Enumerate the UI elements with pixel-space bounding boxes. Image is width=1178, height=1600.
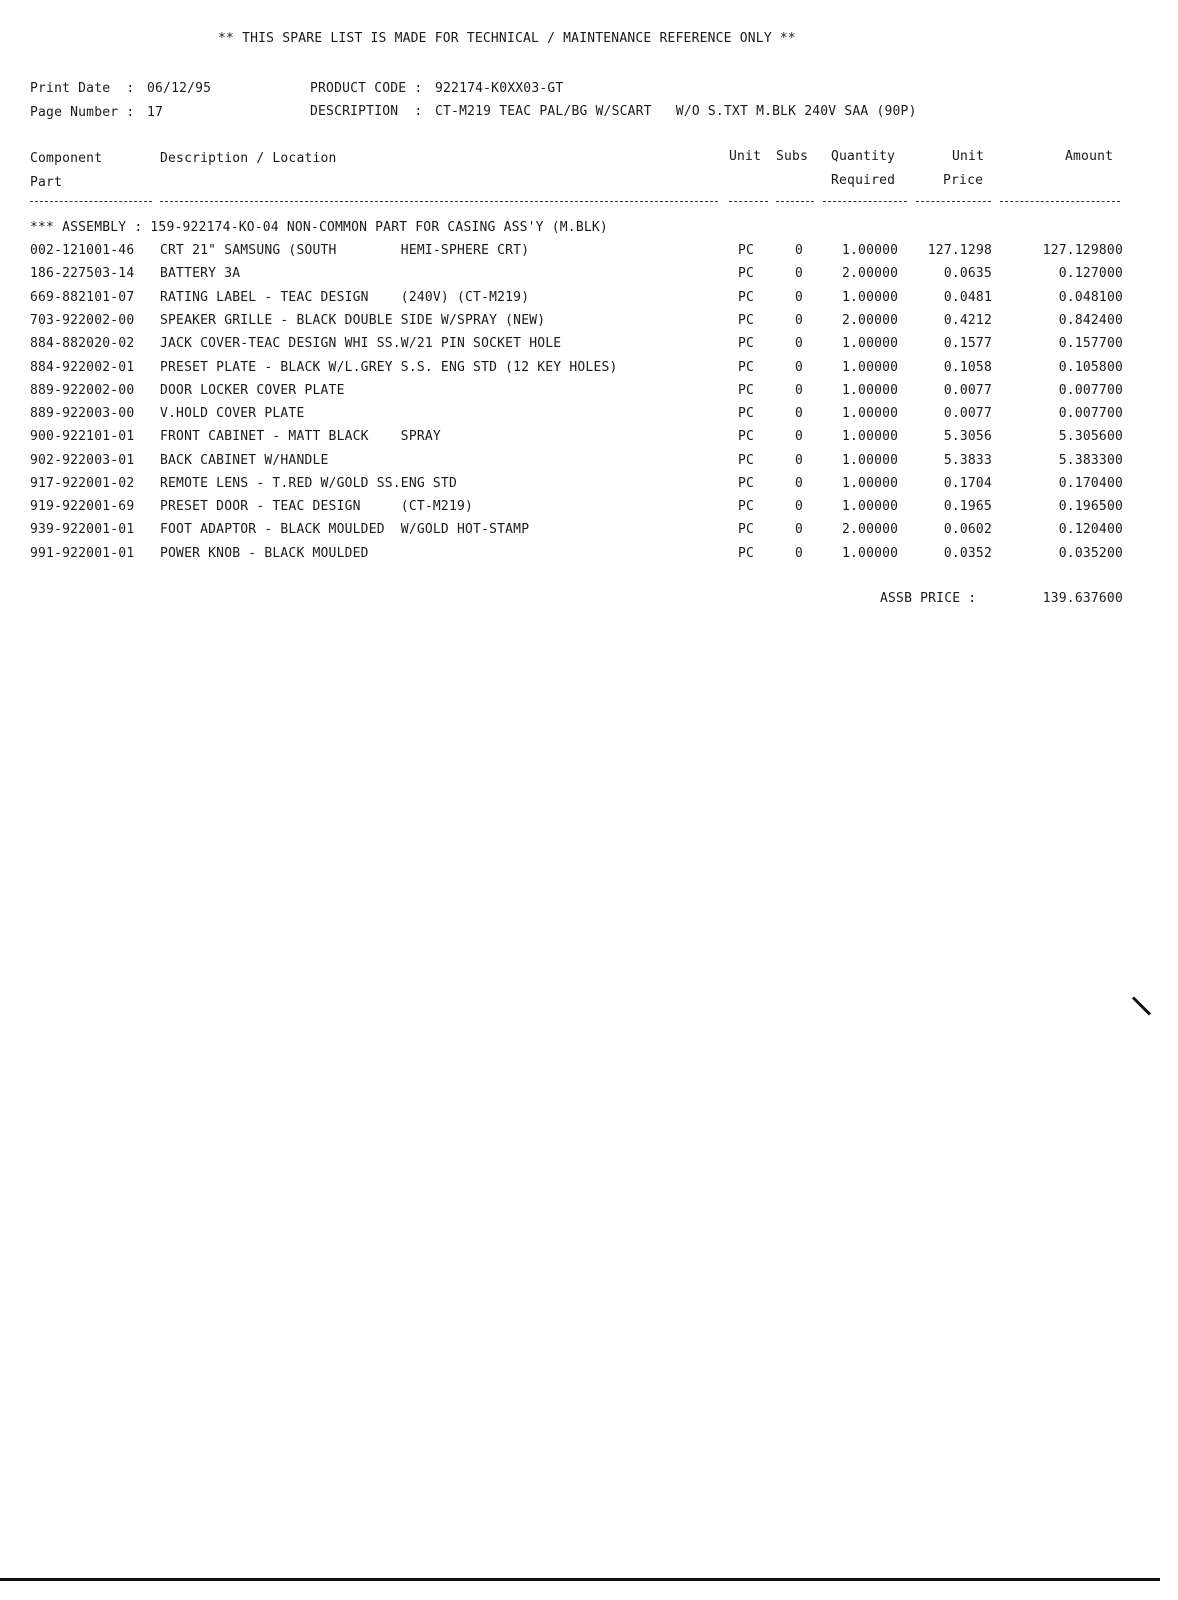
part-unit: PC bbox=[738, 383, 755, 398]
column-header-subs: Subs bbox=[776, 149, 809, 164]
part-unit: PC bbox=[738, 546, 755, 561]
part-description: V.HOLD COVER PLATE bbox=[160, 406, 305, 421]
part-amount: 0.007700 bbox=[1058, 406, 1123, 421]
part-unit: PC bbox=[738, 499, 755, 514]
part-description: JACK COVER-TEAC DESIGN WHI SS.W/21 PIN SOCKET HOLE bbox=[160, 336, 562, 351]
page-number-value: 17 bbox=[147, 105, 164, 120]
part-subs: 0 bbox=[795, 429, 804, 444]
part-unit-price: 0.1965 bbox=[943, 499, 992, 514]
part-unit: PC bbox=[738, 290, 755, 305]
header-rule-amount bbox=[1000, 201, 1120, 202]
part-description: SPEAKER GRILLE - BLACK DOUBLE SIDE W/SPRAY (NEW) bbox=[160, 313, 546, 328]
part-amount: 0.170400 bbox=[1058, 476, 1123, 491]
part-number: 002-121001-46 bbox=[30, 243, 135, 258]
part-unit: PC bbox=[738, 360, 755, 375]
part-subs: 0 bbox=[795, 546, 804, 561]
part-subs: 0 bbox=[795, 476, 804, 491]
table-row bbox=[0, 383, 1178, 406]
part-quantity: 1.00000 bbox=[842, 383, 899, 398]
column-header-part: Part bbox=[30, 175, 63, 190]
part-quantity: 2.00000 bbox=[842, 313, 899, 328]
column-header-required: Required bbox=[831, 173, 896, 188]
assembly-price-label: ASSB PRICE : bbox=[880, 591, 977, 606]
part-description: PRESET PLATE - BLACK W/L.GREY S.S. ENG STD (12 KEY HOLES) bbox=[160, 360, 618, 375]
part-quantity: 1.00000 bbox=[842, 290, 899, 305]
table-row bbox=[0, 336, 1178, 359]
part-number: 889-922003-00 bbox=[30, 406, 135, 421]
part-unit: PC bbox=[738, 476, 755, 491]
part-number: 917-922001-02 bbox=[30, 476, 135, 491]
part-amount: 0.127000 bbox=[1058, 266, 1123, 281]
part-number: 991-922001-01 bbox=[30, 546, 135, 561]
part-unit-price: 0.0481 bbox=[943, 290, 992, 305]
part-subs: 0 bbox=[795, 313, 804, 328]
part-unit-price: 127.1298 bbox=[927, 243, 992, 258]
part-quantity: 1.00000 bbox=[842, 406, 899, 421]
header-rule-description bbox=[160, 201, 718, 202]
part-unit: PC bbox=[738, 243, 755, 258]
part-quantity: 1.00000 bbox=[842, 546, 899, 561]
part-subs: 0 bbox=[795, 499, 804, 514]
column-header-price: Price bbox=[943, 173, 984, 188]
table-row bbox=[0, 266, 1178, 289]
part-unit-price: 0.0602 bbox=[943, 522, 992, 537]
part-unit: PC bbox=[738, 313, 755, 328]
header-rule-part bbox=[30, 201, 152, 202]
column-header-description: Description / Location bbox=[160, 151, 337, 166]
page-number-label: Page Number : bbox=[30, 105, 135, 120]
part-description: FOOT ADAPTOR - BLACK MOULDED W/GOLD HOT-STAMP bbox=[160, 522, 530, 537]
product-code-value: 922174-K0XX03-GT bbox=[435, 81, 564, 96]
print-date-value: 06/12/95 bbox=[147, 81, 212, 96]
part-unit: PC bbox=[738, 453, 755, 468]
table-row bbox=[0, 360, 1178, 383]
column-header-component: Component bbox=[30, 151, 103, 166]
part-quantity: 1.00000 bbox=[842, 499, 899, 514]
part-amount: 0.120400 bbox=[1058, 522, 1123, 537]
part-number: 939-922001-01 bbox=[30, 522, 135, 537]
part-subs: 0 bbox=[795, 453, 804, 468]
part-unit-price: 0.0077 bbox=[943, 383, 992, 398]
part-amount: 5.305600 bbox=[1058, 429, 1123, 444]
part-description: BACK CABINET W/HANDLE bbox=[160, 453, 329, 468]
part-subs: 0 bbox=[795, 522, 804, 537]
part-description: RATING LABEL - TEAC DESIGN (240V) (CT-M219) bbox=[160, 290, 530, 305]
part-subs: 0 bbox=[795, 336, 804, 351]
part-number: 919-922001-69 bbox=[30, 499, 135, 514]
part-description: PRESET DOOR - TEAC DESIGN (CT-M219) bbox=[160, 499, 474, 514]
part-unit: PC bbox=[738, 429, 755, 444]
part-quantity: 2.00000 bbox=[842, 266, 899, 281]
part-number: 884-922002-01 bbox=[30, 360, 135, 375]
part-unit-price: 5.3833 bbox=[943, 453, 992, 468]
part-description: BATTERY 3A bbox=[160, 266, 241, 281]
part-description: POWER KNOB - BLACK MOULDED bbox=[160, 546, 369, 561]
column-header-amount: Amount bbox=[1065, 149, 1114, 164]
part-unit: PC bbox=[738, 406, 755, 421]
page-bottom-rule bbox=[0, 1578, 1160, 1581]
part-unit-price: 0.1704 bbox=[943, 476, 992, 491]
part-description: REMOTE LENS - T.RED W/GOLD SS.ENG STD bbox=[160, 476, 457, 491]
table-row bbox=[0, 429, 1178, 452]
part-quantity: 1.00000 bbox=[842, 360, 899, 375]
scan-mark bbox=[1132, 996, 1151, 1015]
description-value: CT-M219 TEAC PAL/BG W/SCART W/O S.TXT M.BLK 240V SAA (90P) bbox=[435, 104, 917, 119]
part-unit-price: 5.3056 bbox=[943, 429, 992, 444]
table-row bbox=[0, 453, 1178, 476]
part-description: DOOR LOCKER COVER PLATE bbox=[160, 383, 345, 398]
table-row bbox=[0, 522, 1178, 545]
assembly-heading: *** ASSEMBLY : 159-922174-KO-04 NON-COMMON PART FOR CASING ASS'Y (M.BLK) bbox=[30, 220, 608, 235]
part-quantity: 1.00000 bbox=[842, 336, 899, 351]
column-header-unit: Unit bbox=[729, 149, 762, 164]
part-unit: PC bbox=[738, 336, 755, 351]
part-number: 669-882101-07 bbox=[30, 290, 135, 305]
part-amount: 0.105800 bbox=[1058, 360, 1123, 375]
part-subs: 0 bbox=[795, 266, 804, 281]
part-quantity: 1.00000 bbox=[842, 429, 899, 444]
part-number: 900-922101-01 bbox=[30, 429, 135, 444]
part-number: 703-922002-00 bbox=[30, 313, 135, 328]
part-subs: 0 bbox=[795, 360, 804, 375]
header-rule-quantity bbox=[823, 201, 907, 202]
part-quantity: 2.00000 bbox=[842, 522, 899, 537]
part-description: CRT 21" SAMSUNG (SOUTH HEMI-SPHERE CRT) bbox=[160, 243, 530, 258]
assembly-price-value: 139.637600 bbox=[1042, 591, 1123, 606]
part-amount: 0.157700 bbox=[1058, 336, 1123, 351]
part-quantity: 1.00000 bbox=[842, 476, 899, 491]
part-quantity: 1.00000 bbox=[842, 243, 899, 258]
table-row bbox=[0, 499, 1178, 522]
part-number: 186-227503-14 bbox=[30, 266, 135, 281]
product-code-label: PRODUCT CODE : bbox=[310, 81, 423, 96]
part-number: 902-922003-01 bbox=[30, 453, 135, 468]
part-unit: PC bbox=[738, 522, 755, 537]
part-unit-price: 0.1577 bbox=[943, 336, 992, 351]
part-unit-price: 0.1058 bbox=[943, 360, 992, 375]
part-amount: 0.842400 bbox=[1058, 313, 1123, 328]
part-subs: 0 bbox=[795, 243, 804, 258]
part-unit-price: 0.4212 bbox=[943, 313, 992, 328]
part-subs: 0 bbox=[795, 406, 804, 421]
part-amount: 0.196500 bbox=[1058, 499, 1123, 514]
part-unit-price: 0.0352 bbox=[943, 546, 992, 561]
part-amount: 0.048100 bbox=[1058, 290, 1123, 305]
part-amount: 127.129800 bbox=[1042, 243, 1123, 258]
part-number: 884-882020-02 bbox=[30, 336, 135, 351]
print-date-label: Print Date : bbox=[30, 81, 135, 96]
table-row bbox=[0, 313, 1178, 336]
part-unit: PC bbox=[738, 266, 755, 281]
table-row bbox=[0, 406, 1178, 429]
part-amount: 0.007700 bbox=[1058, 383, 1123, 398]
part-unit-price: 0.0077 bbox=[943, 406, 992, 421]
part-description: FRONT CABINET - MATT BLACK SPRAY bbox=[160, 429, 441, 444]
part-amount: 5.383300 bbox=[1058, 453, 1123, 468]
table-row bbox=[0, 546, 1178, 569]
table-row bbox=[0, 290, 1178, 313]
part-subs: 0 bbox=[795, 290, 804, 305]
document-title: ** THIS SPARE LIST IS MADE FOR TECHNICAL / MAINTENANCE REFERENCE ONLY ** bbox=[218, 31, 796, 46]
table-row bbox=[0, 243, 1178, 266]
column-header-quantity: Quantity bbox=[831, 149, 896, 164]
part-quantity: 1.00000 bbox=[842, 453, 899, 468]
header-rule-subs bbox=[776, 201, 814, 202]
part-number: 889-922002-00 bbox=[30, 383, 135, 398]
header-rule-price bbox=[916, 201, 991, 202]
part-subs: 0 bbox=[795, 383, 804, 398]
header-rule-unit bbox=[729, 201, 768, 202]
table-row bbox=[0, 476, 1178, 499]
part-unit-price: 0.0635 bbox=[943, 266, 992, 281]
description-label: DESCRIPTION : bbox=[310, 104, 423, 119]
column-header-unit-price: Unit bbox=[952, 149, 985, 164]
part-amount: 0.035200 bbox=[1058, 546, 1123, 561]
